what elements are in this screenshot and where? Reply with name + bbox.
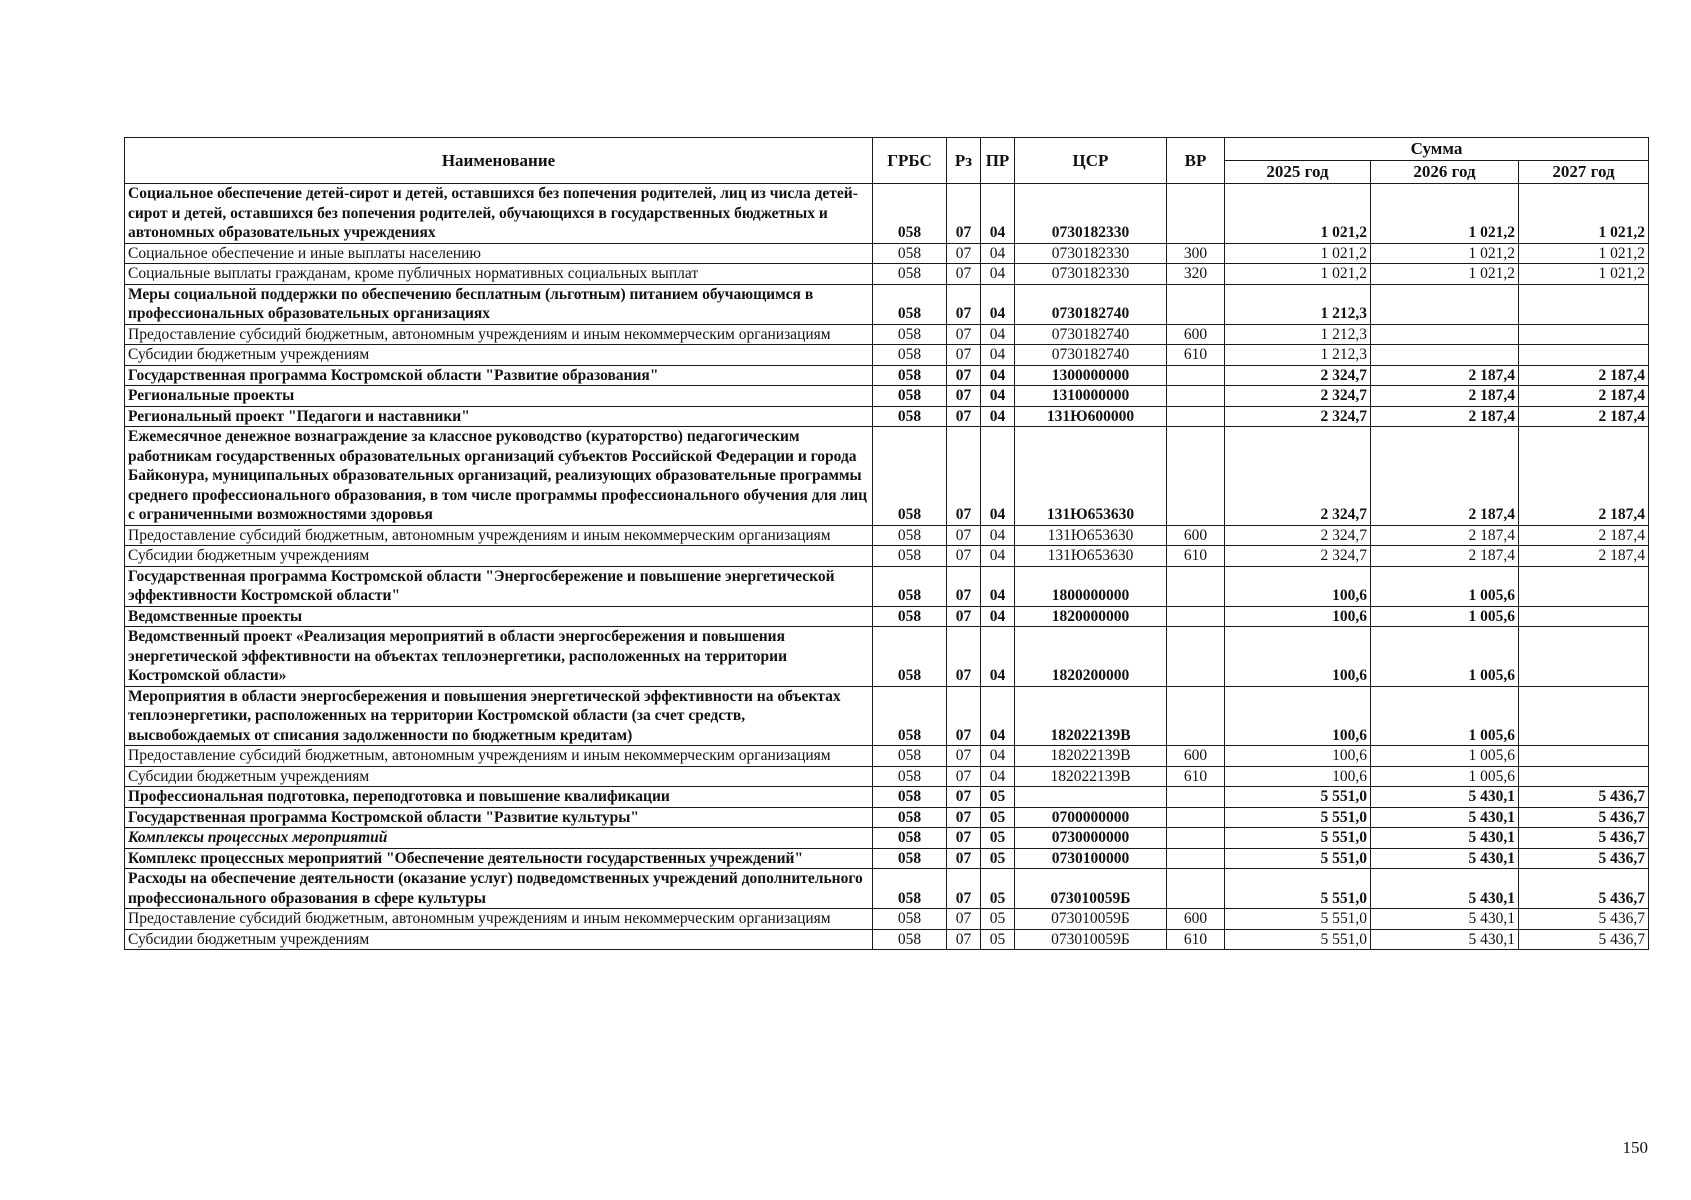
cell-grbs: 058 (873, 365, 947, 386)
cell-sum-2026 (1371, 345, 1519, 366)
cell-rz: 07 (947, 284, 981, 324)
cell-name: Ведомственный проект «Реализация мероприятий в области энергосбережения и повышения энергетической эффективности на объектах теплоэнергетики, расположенных на территории Костромской области» (125, 627, 873, 687)
cell-name: Комплексы процессных мероприятий (125, 828, 873, 849)
cell-sum-2026: 2 187,4 (1371, 546, 1519, 567)
cell-name: Ежемесячное денежное вознаграждение за классное руководство (кураторство) педагогическим работникам государственных образовательных организаций субъектов Российской Федерации и города Байконура, муниципальных образовательных организаций, реализующих образовательные программы среднего профессионального образования, в том числе программы профессионального обучения для лиц с ограниченными возможностями здоровья (125, 427, 873, 526)
cell-pr: 05 (981, 909, 1015, 930)
cell-vr (1167, 686, 1225, 746)
cell-sum-2025: 2 324,7 (1225, 386, 1371, 407)
table-row (125, 406, 1649, 427)
cell-grbs: 058 (873, 807, 947, 828)
cell-csr: 073010059Б (1015, 869, 1167, 909)
cell-pr: 05 (981, 807, 1015, 828)
cell-pr: 04 (981, 324, 1015, 345)
cell-grbs: 058 (873, 345, 947, 366)
cell-sum-2027: 5 436,7 (1519, 828, 1649, 849)
cell-grbs: 058 (873, 386, 947, 407)
cell-sum-2025: 2 324,7 (1225, 525, 1371, 546)
header-year-2025: 2025 год (1225, 161, 1371, 184)
cell-csr: 1300000000 (1015, 365, 1167, 386)
cell-sum-2026: 2 187,4 (1371, 406, 1519, 427)
cell-sum-2026 (1371, 284, 1519, 324)
cell-grbs: 058 (873, 848, 947, 869)
cell-sum-2027: 2 187,4 (1519, 386, 1649, 407)
cell-csr: 1820000000 (1015, 606, 1167, 627)
cell-pr: 04 (981, 264, 1015, 285)
cell-csr: 1820200000 (1015, 627, 1167, 687)
cell-grbs: 058 (873, 828, 947, 849)
cell-name: Субсидии бюджетным учреждениям (125, 929, 873, 950)
cell-pr: 04 (981, 427, 1015, 526)
cell-vr: 300 (1167, 243, 1225, 264)
header-grbs: ГРБС (873, 138, 947, 184)
cell-rz: 07 (947, 184, 981, 244)
cell-sum-2027 (1519, 324, 1649, 345)
cell-name: Субсидии бюджетным учреждениям (125, 345, 873, 366)
cell-sum-2025: 1 021,2 (1225, 243, 1371, 264)
cell-sum-2025: 1 212,3 (1225, 324, 1371, 345)
cell-rz: 07 (947, 828, 981, 849)
cell-name: Предоставление субсидий бюджетным, автономным учреждениям и иным некоммерческим организациям (125, 909, 873, 930)
cell-sum-2027: 2 187,4 (1519, 365, 1649, 386)
cell-name: Меры социальной поддержки по обеспечению бесплатным (льготным) питанием обучающимся в профессиональных образовательных организациях (125, 284, 873, 324)
cell-sum-2025: 2 324,7 (1225, 365, 1371, 386)
cell-csr: 0730182330 (1015, 264, 1167, 285)
cell-vr (1167, 284, 1225, 324)
cell-sum-2026: 5 430,1 (1371, 787, 1519, 808)
cell-vr: 600 (1167, 525, 1225, 546)
cell-grbs: 058 (873, 243, 947, 264)
cell-csr: 131Ю653630 (1015, 427, 1167, 526)
cell-csr: 0730000000 (1015, 828, 1167, 849)
cell-vr: 600 (1167, 909, 1225, 930)
cell-sum-2026: 2 187,4 (1371, 365, 1519, 386)
cell-vr (1167, 427, 1225, 526)
cell-sum-2026: 1 005,6 (1371, 746, 1519, 767)
cell-rz: 07 (947, 606, 981, 627)
table-row (125, 546, 1649, 567)
cell-pr: 05 (981, 848, 1015, 869)
cell-sum-2027: 1 021,2 (1519, 264, 1649, 285)
cell-csr: 0730182330 (1015, 184, 1167, 244)
cell-sum-2025: 1 212,3 (1225, 345, 1371, 366)
cell-name: Предоставление субсидий бюджетным, автономным учреждениям и иным некоммерческим организациям (125, 324, 873, 345)
cell-sum-2026: 1 005,6 (1371, 686, 1519, 746)
cell-grbs: 058 (873, 264, 947, 285)
table-row (125, 365, 1649, 386)
cell-vr (1167, 566, 1225, 606)
header-year-2026: 2026 год (1371, 161, 1519, 184)
cell-vr: 610 (1167, 929, 1225, 950)
cell-pr: 04 (981, 746, 1015, 767)
header-name: Наименование (125, 138, 873, 184)
cell-grbs: 058 (873, 787, 947, 808)
cell-rz: 07 (947, 929, 981, 950)
cell-rz: 07 (947, 869, 981, 909)
cell-name: Профессиональная подготовка, переподготовка и повышение квалификации (125, 787, 873, 808)
table-row (125, 284, 1649, 324)
cell-csr: 1800000000 (1015, 566, 1167, 606)
cell-sum-2026: 1 005,6 (1371, 566, 1519, 606)
header-sum: Сумма (1225, 138, 1649, 161)
cell-sum-2027 (1519, 284, 1649, 324)
cell-grbs: 058 (873, 929, 947, 950)
cell-pr: 04 (981, 365, 1015, 386)
cell-sum-2026: 5 430,1 (1371, 848, 1519, 869)
cell-sum-2027 (1519, 766, 1649, 787)
cell-rz: 07 (947, 406, 981, 427)
cell-csr: 0730182740 (1015, 345, 1167, 366)
cell-rz: 07 (947, 345, 981, 366)
table-row (125, 766, 1649, 787)
cell-sum-2025: 100,6 (1225, 606, 1371, 627)
cell-grbs: 058 (873, 324, 947, 345)
cell-sum-2025: 100,6 (1225, 746, 1371, 767)
cell-sum-2027: 5 436,7 (1519, 869, 1649, 909)
cell-sum-2025: 100,6 (1225, 566, 1371, 606)
table-row (125, 909, 1649, 930)
cell-csr: 0730182330 (1015, 243, 1167, 264)
table-row (125, 606, 1649, 627)
cell-grbs: 058 (873, 686, 947, 746)
cell-sum-2025: 100,6 (1225, 766, 1371, 787)
cell-rz: 07 (947, 909, 981, 930)
cell-grbs: 058 (873, 909, 947, 930)
cell-rz: 07 (947, 807, 981, 828)
table-row (125, 345, 1649, 366)
cell-rz: 07 (947, 243, 981, 264)
cell-rz: 07 (947, 386, 981, 407)
cell-rz: 07 (947, 546, 981, 567)
cell-grbs: 058 (873, 869, 947, 909)
cell-sum-2026: 5 430,1 (1371, 869, 1519, 909)
cell-sum-2027 (1519, 345, 1649, 366)
table-row (125, 243, 1649, 264)
header-pr: ПР (981, 138, 1015, 184)
cell-sum-2027: 1 021,2 (1519, 243, 1649, 264)
cell-sum-2026: 1 021,2 (1371, 264, 1519, 285)
cell-sum-2027 (1519, 606, 1649, 627)
cell-csr: 182022139В (1015, 746, 1167, 767)
table-row (125, 184, 1649, 244)
cell-sum-2027: 5 436,7 (1519, 787, 1649, 808)
cell-sum-2026: 1 021,2 (1371, 243, 1519, 264)
cell-sum-2025: 5 551,0 (1225, 787, 1371, 808)
table-row (125, 525, 1649, 546)
cell-vr (1167, 365, 1225, 386)
cell-vr (1167, 848, 1225, 869)
cell-sum-2025: 5 551,0 (1225, 909, 1371, 930)
cell-sum-2027: 5 436,7 (1519, 807, 1649, 828)
cell-name: Социальное обеспечение и иные выплаты населению (125, 243, 873, 264)
table-row (125, 386, 1649, 407)
cell-vr (1167, 184, 1225, 244)
cell-rz: 07 (947, 848, 981, 869)
cell-sum-2025: 2 324,7 (1225, 546, 1371, 567)
cell-vr (1167, 828, 1225, 849)
cell-grbs: 058 (873, 546, 947, 567)
cell-pr: 05 (981, 929, 1015, 950)
cell-csr: 182022139В (1015, 766, 1167, 787)
cell-pr: 04 (981, 766, 1015, 787)
cell-sum-2026: 1 005,6 (1371, 627, 1519, 687)
cell-name: Государственная программа Костромской области "Развитие культуры" (125, 807, 873, 828)
cell-grbs: 058 (873, 184, 947, 244)
cell-grbs: 058 (873, 525, 947, 546)
cell-grbs: 058 (873, 427, 947, 526)
cell-sum-2025: 2 324,7 (1225, 406, 1371, 427)
cell-csr: 0730182740 (1015, 284, 1167, 324)
cell-name: Комплекс процессных мероприятий "Обеспечение деятельности государственных учреждений" (125, 848, 873, 869)
cell-sum-2025: 100,6 (1225, 686, 1371, 746)
cell-rz: 07 (947, 746, 981, 767)
header-rz: Рз (947, 138, 981, 184)
cell-name: Предоставление субсидий бюджетным, автономным учреждениям и иным некоммерческим организациям (125, 525, 873, 546)
cell-rz: 07 (947, 686, 981, 746)
cell-vr: 610 (1167, 766, 1225, 787)
cell-name: Государственная программа Костромской области "Развитие образования" (125, 365, 873, 386)
cell-name: Государственная программа Костромской области "Энергосбережение и повышение энергетической эффективности Костромской области" (125, 566, 873, 606)
cell-name: Предоставление субсидий бюджетным, автономным учреждениям и иным некоммерческим организациям (125, 746, 873, 767)
cell-rz: 07 (947, 525, 981, 546)
cell-csr: 131Ю653630 (1015, 525, 1167, 546)
budget-table (124, 137, 1649, 950)
cell-sum-2026: 1 005,6 (1371, 606, 1519, 627)
cell-pr: 05 (981, 787, 1015, 808)
cell-csr (1015, 787, 1167, 808)
cell-csr: 073010059Б (1015, 909, 1167, 930)
header-vr: ВР (1167, 138, 1225, 184)
cell-name: Мероприятия в области энергосбережения и повышения энергетической эффективности на объектах теплоэнергетики, расположенных на территории Костромской области (за счет средств, высвобождаемых от списания задолженности по бюджетным кредитам) (125, 686, 873, 746)
cell-rz: 07 (947, 787, 981, 808)
cell-rz: 07 (947, 264, 981, 285)
cell-pr: 04 (981, 406, 1015, 427)
cell-rz: 07 (947, 566, 981, 606)
cell-name: Ведомственные проекты (125, 606, 873, 627)
cell-sum-2026: 1 021,2 (1371, 184, 1519, 244)
header-csr: ЦСР (1015, 138, 1167, 184)
cell-sum-2026: 5 430,1 (1371, 929, 1519, 950)
cell-sum-2025: 5 551,0 (1225, 929, 1371, 950)
cell-pr: 04 (981, 284, 1015, 324)
cell-csr: 0730100000 (1015, 848, 1167, 869)
cell-vr: 320 (1167, 264, 1225, 285)
table-header (125, 138, 1649, 184)
cell-pr: 04 (981, 627, 1015, 687)
cell-sum-2027: 2 187,4 (1519, 546, 1649, 567)
cell-vr (1167, 807, 1225, 828)
cell-sum-2025: 1 021,2 (1225, 264, 1371, 285)
cell-sum-2027 (1519, 627, 1649, 687)
table-row (125, 427, 1649, 526)
table-row (125, 787, 1649, 808)
cell-sum-2025: 5 551,0 (1225, 869, 1371, 909)
cell-csr: 1310000000 (1015, 386, 1167, 407)
cell-sum-2027 (1519, 746, 1649, 767)
page-number: 150 (1622, 1138, 1648, 1157)
cell-sum-2025: 5 551,0 (1225, 848, 1371, 869)
table-row (125, 807, 1649, 828)
cell-sum-2026: 5 430,1 (1371, 807, 1519, 828)
cell-vr (1167, 869, 1225, 909)
cell-pr: 04 (981, 243, 1015, 264)
cell-sum-2027: 2 187,4 (1519, 525, 1649, 546)
header-year-2027: 2027 год (1519, 161, 1649, 184)
cell-csr: 131Ю600000 (1015, 406, 1167, 427)
cell-rz: 07 (947, 627, 981, 687)
cell-rz: 07 (947, 766, 981, 787)
cell-sum-2025: 100,6 (1225, 627, 1371, 687)
cell-pr: 04 (981, 345, 1015, 366)
cell-vr (1167, 627, 1225, 687)
cell-sum-2026 (1371, 324, 1519, 345)
cell-grbs: 058 (873, 627, 947, 687)
cell-sum-2027: 2 187,4 (1519, 406, 1649, 427)
table-row (125, 869, 1649, 909)
cell-name: Социальные выплаты гражданам, кроме публичных нормативных социальных выплат (125, 264, 873, 285)
table-row (125, 566, 1649, 606)
cell-sum-2027: 5 436,7 (1519, 909, 1649, 930)
cell-pr: 04 (981, 525, 1015, 546)
cell-vr (1167, 406, 1225, 427)
cell-sum-2027: 1 021,2 (1519, 184, 1649, 244)
cell-sum-2025: 2 324,7 (1225, 427, 1371, 526)
cell-csr: 0700000000 (1015, 807, 1167, 828)
cell-vr (1167, 787, 1225, 808)
table-row (125, 746, 1649, 767)
cell-sum-2026: 2 187,4 (1371, 525, 1519, 546)
table-row (125, 627, 1649, 687)
cell-vr: 600 (1167, 324, 1225, 345)
cell-pr: 04 (981, 686, 1015, 746)
cell-name: Региональные проекты (125, 386, 873, 407)
cell-sum-2027 (1519, 566, 1649, 606)
cell-sum-2026: 5 430,1 (1371, 828, 1519, 849)
cell-csr: 131Ю653630 (1015, 546, 1167, 567)
cell-name: Субсидии бюджетным учреждениям (125, 546, 873, 567)
cell-pr: 05 (981, 828, 1015, 849)
cell-name: Социальное обеспечение детей-сирот и детей, оставшихся без попечения родителей, лиц из числа детей-сирот и детей, оставшихся без попечения родителей, обучающихся в государственных бюджетных и автономных образовательных учреждениях (125, 184, 873, 244)
table-row (125, 324, 1649, 345)
cell-pr: 04 (981, 566, 1015, 606)
cell-sum-2025: 1 021,2 (1225, 184, 1371, 244)
cell-sum-2025: 1 212,3 (1225, 284, 1371, 324)
table-row (125, 929, 1649, 950)
cell-sum-2027: 2 187,4 (1519, 427, 1649, 526)
table-row (125, 686, 1649, 746)
table-row (125, 848, 1649, 869)
cell-vr: 600 (1167, 746, 1225, 767)
cell-sum-2026: 1 005,6 (1371, 766, 1519, 787)
cell-csr: 073010059Б (1015, 929, 1167, 950)
cell-pr: 05 (981, 869, 1015, 909)
cell-grbs: 058 (873, 566, 947, 606)
cell-grbs: 058 (873, 406, 947, 427)
cell-vr (1167, 386, 1225, 407)
cell-name: Региональный проект "Педагоги и наставники" (125, 406, 873, 427)
cell-sum-2026: 5 430,1 (1371, 909, 1519, 930)
cell-rz: 07 (947, 324, 981, 345)
cell-rz: 07 (947, 365, 981, 386)
table-body (125, 184, 1649, 950)
cell-sum-2026: 2 187,4 (1371, 386, 1519, 407)
cell-csr: 182022139В (1015, 686, 1167, 746)
cell-vr (1167, 606, 1225, 627)
cell-name: Расходы на обеспечение деятельности (оказание услуг) подведомственных учреждений дополнительного профессионального образования в сфере культуры (125, 869, 873, 909)
cell-sum-2027 (1519, 686, 1649, 746)
cell-grbs: 058 (873, 746, 947, 767)
cell-pr: 04 (981, 184, 1015, 244)
cell-sum-2027: 5 436,7 (1519, 848, 1649, 869)
table-row (125, 828, 1649, 849)
cell-pr: 04 (981, 606, 1015, 627)
cell-vr: 610 (1167, 546, 1225, 567)
cell-name: Субсидии бюджетным учреждениям (125, 766, 873, 787)
cell-grbs: 058 (873, 766, 947, 787)
cell-rz: 07 (947, 427, 981, 526)
cell-pr: 04 (981, 386, 1015, 407)
cell-pr: 04 (981, 546, 1015, 567)
cell-sum-2027: 5 436,7 (1519, 929, 1649, 950)
cell-grbs: 058 (873, 284, 947, 324)
cell-sum-2026: 2 187,4 (1371, 427, 1519, 526)
cell-sum-2025: 5 551,0 (1225, 807, 1371, 828)
cell-grbs: 058 (873, 606, 947, 627)
cell-csr: 0730182740 (1015, 324, 1167, 345)
cell-sum-2025: 5 551,0 (1225, 828, 1371, 849)
cell-vr: 610 (1167, 345, 1225, 366)
table-row (125, 264, 1649, 285)
